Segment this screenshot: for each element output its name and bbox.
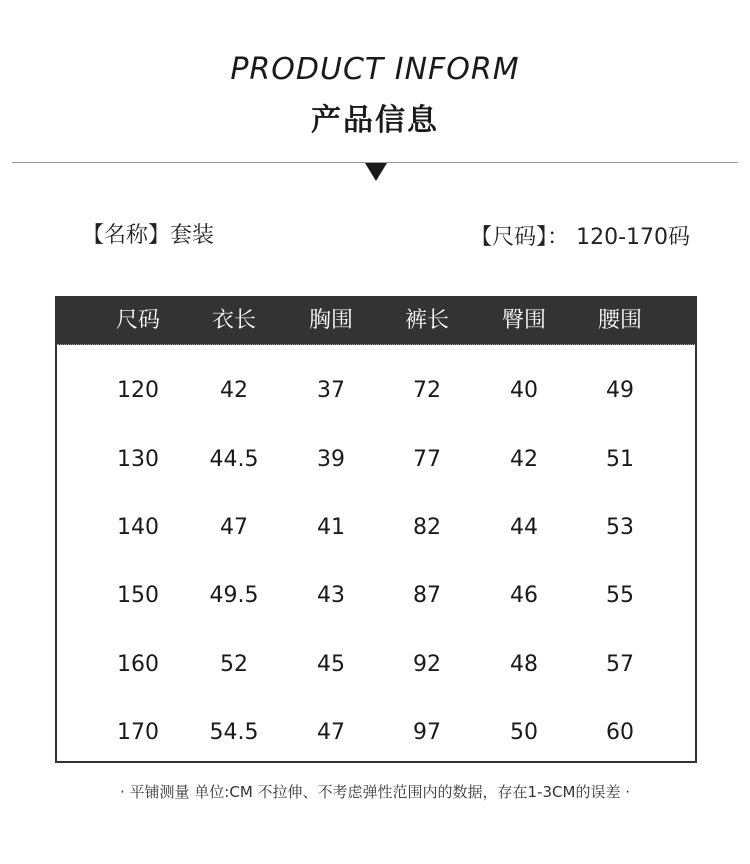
table-cell: 54.5 (209, 720, 259, 745)
table-cell: 150 (117, 583, 159, 608)
table-cell: 44 (510, 515, 538, 540)
table-cell: 49.5 (209, 583, 259, 608)
column-header: 衣长 (211, 308, 256, 333)
table-cell: 44.5 (209, 447, 259, 472)
table-cell: 47 (317, 720, 345, 745)
table-cell: 160 (117, 652, 159, 677)
product-name: 【名称】套装 (82, 223, 215, 248)
table-cell: 49 (606, 378, 634, 403)
table-cell: 53 (606, 515, 634, 540)
table-cell: 72 (413, 378, 441, 403)
table-cell: 41 (317, 515, 345, 540)
table-cell: 39 (317, 447, 345, 472)
size-table (55, 296, 697, 763)
table-cell: 52 (220, 652, 248, 677)
table-cell: 51 (606, 447, 634, 472)
table-row (57, 562, 695, 630)
table-cell: 77 (413, 447, 441, 472)
table-cell: 46 (510, 583, 538, 608)
table-row (57, 426, 695, 494)
table-cell: 92 (413, 652, 441, 677)
table-cell: 40 (510, 378, 538, 403)
column-header: 胸围 (308, 308, 353, 333)
title-english: PRODUCT INFORM (230, 52, 520, 87)
table-row (57, 494, 695, 562)
table-cell: 43 (317, 583, 345, 608)
table-row (57, 699, 695, 767)
table-row (57, 357, 695, 425)
table-header (57, 298, 695, 345)
column-header: 腰围 (597, 308, 642, 333)
column-header: 臀围 (501, 308, 546, 333)
size-range: 【尺码】： 120-170码 (470, 225, 690, 250)
title-chinese: 产品信息 (311, 103, 439, 138)
table-cell: 42 (220, 378, 248, 403)
column-header: 裤长 (404, 308, 449, 333)
table-cell: 48 (510, 652, 538, 677)
measurement-note: · 平铺测量 单位:CM 不拉伸、不考虑弹性范围内的数据，存在1-3CM的误差 · (120, 783, 630, 801)
table-cell: 170 (117, 720, 159, 745)
column-header: 尺码 (115, 308, 160, 333)
table-cell: 87 (413, 583, 441, 608)
table-cell: 140 (117, 515, 159, 540)
table-cell: 50 (510, 720, 538, 745)
table-row (57, 631, 695, 699)
table-cell: 60 (606, 720, 634, 745)
table-cell: 37 (317, 378, 345, 403)
table-cell: 120 (117, 378, 159, 403)
table-cell: 47 (220, 515, 248, 540)
table-cell: 45 (317, 652, 345, 677)
table-cell: 82 (413, 515, 441, 540)
table-cell: 42 (510, 447, 538, 472)
table-cell: 130 (117, 447, 159, 472)
triangle-down-icon (365, 163, 387, 181)
table-cell: 55 (606, 583, 634, 608)
table-cell: 97 (413, 720, 441, 745)
table-cell: 57 (606, 652, 634, 677)
